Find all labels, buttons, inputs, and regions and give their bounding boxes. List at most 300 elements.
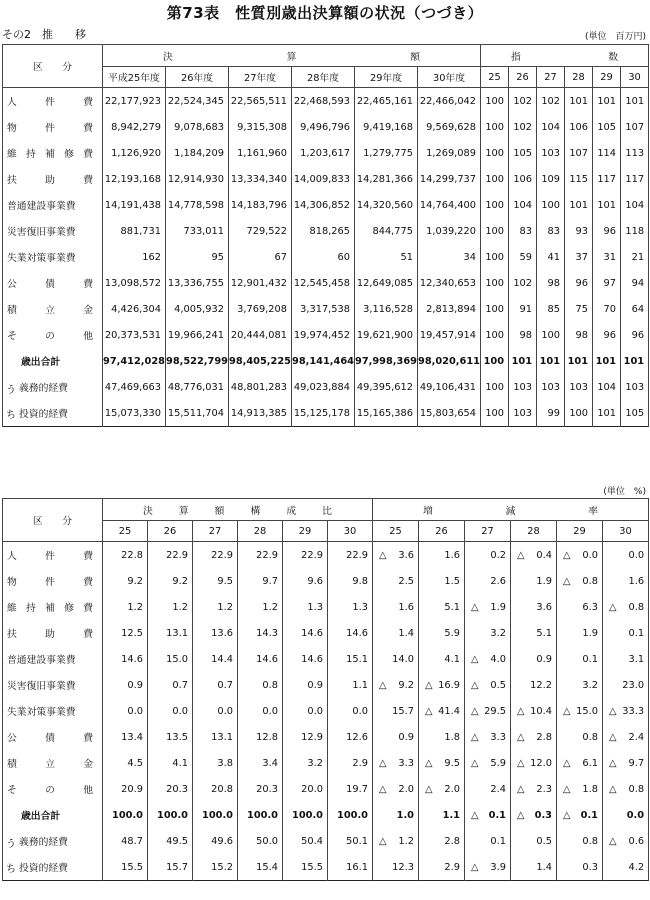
change-value: 0.1 xyxy=(628,627,645,639)
row-label xyxy=(3,594,103,620)
index-cell: 101 xyxy=(593,192,621,218)
row-label-char: 修 xyxy=(64,603,74,614)
change-cell xyxy=(465,698,511,724)
row-label-char: 助 xyxy=(45,629,55,640)
change-cell xyxy=(373,724,419,750)
ratio-cell: 0.0 xyxy=(328,698,373,724)
table-row xyxy=(3,620,649,646)
row-label-char: 費 xyxy=(83,97,93,108)
row-label-char: 修 xyxy=(64,149,74,160)
change-value: 0.8 xyxy=(582,575,598,587)
row-label-char: 費 xyxy=(83,279,93,290)
index-cell: 102 xyxy=(509,114,537,140)
row-label-text: 義務的経費 xyxy=(19,383,68,394)
column-header: 28 xyxy=(565,67,593,88)
column-header: 30 xyxy=(603,521,649,542)
row-label-spread xyxy=(7,756,93,770)
ratio-cell: 14.6 xyxy=(238,646,283,672)
change-value: 0.2 xyxy=(490,549,506,561)
ratio-cell: 14.6 xyxy=(103,646,148,672)
ratio-cell: 12.5 xyxy=(103,620,148,646)
index-cell: 41 xyxy=(537,244,565,270)
change-cell xyxy=(603,854,649,881)
change-cell xyxy=(511,724,557,750)
change-cell xyxy=(557,594,603,620)
row-label-char: 助 xyxy=(45,175,55,186)
change-cell xyxy=(419,776,465,802)
amount-cell: 14,764,400 xyxy=(418,192,481,218)
change-value: 2.8 xyxy=(536,731,552,743)
index-cell: 99 xyxy=(537,400,565,427)
change-value: 0.1 xyxy=(582,653,598,665)
change-value: 0.1 xyxy=(490,835,506,847)
change-cell xyxy=(419,802,465,828)
ratio-cell: 14.6 xyxy=(328,620,373,646)
ratio-cell: 1.2 xyxy=(238,594,283,620)
change-value: 2.4 xyxy=(628,731,645,743)
header-group-char: 率 xyxy=(588,505,599,517)
index-cell: 117 xyxy=(593,166,621,192)
change-cell xyxy=(373,828,419,854)
amount-cell: 49,023,884 xyxy=(292,374,355,400)
change-cell xyxy=(511,542,557,569)
column-header: 平成25年度 xyxy=(103,67,166,88)
ratio-cell: 50.1 xyxy=(328,828,373,854)
change-value: 4.0 xyxy=(490,653,506,665)
change-value: 2.4 xyxy=(490,783,506,795)
header-group-char: 算 xyxy=(178,505,189,517)
amount-cell: 15,125,178 xyxy=(292,400,355,427)
change-cell xyxy=(373,542,419,569)
ratio-cell: 13.1 xyxy=(148,620,193,646)
index-cell: 100 xyxy=(537,192,565,218)
ratio-cell: 3.8 xyxy=(193,750,238,776)
triangle-negative-mark: △ xyxy=(563,575,571,587)
change-value: 2.0 xyxy=(398,783,414,795)
column-header: 25 xyxy=(103,521,148,542)
row-label-char: 費 xyxy=(83,149,93,160)
table-row xyxy=(3,192,649,218)
change-cell xyxy=(419,698,465,724)
triangle-negative-mark: △ xyxy=(517,549,525,561)
row-label-char: 扶 xyxy=(7,629,17,640)
row-label xyxy=(3,270,103,296)
row-label xyxy=(3,322,103,348)
ratio-cell: 20.0 xyxy=(283,776,328,802)
index-cell: 100 xyxy=(537,322,565,348)
change-value: 5.9 xyxy=(444,627,460,639)
amount-cell: 12,340,653 xyxy=(418,270,481,296)
change-value: 3.2 xyxy=(490,627,506,639)
ratio-change-table xyxy=(2,498,649,881)
ratio-cell: 9.5 xyxy=(193,568,238,594)
change-cell xyxy=(419,828,465,854)
ratio-cell: 13.4 xyxy=(103,724,148,750)
index-cell: 114 xyxy=(593,140,621,166)
change-cell xyxy=(511,828,557,854)
change-cell xyxy=(557,724,603,750)
amount-cell: 97,998,369 xyxy=(355,348,418,374)
index-cell: 106 xyxy=(565,114,593,140)
row-label xyxy=(3,750,103,776)
row-label-char: 件 xyxy=(45,551,55,562)
change-cell xyxy=(511,698,557,724)
change-cell xyxy=(419,594,465,620)
amount-cell: 1,279,775 xyxy=(355,140,418,166)
change-value: 1.6 xyxy=(398,601,414,613)
row-label-char: 他 xyxy=(83,785,93,796)
header-group-char: 比 xyxy=(322,505,332,517)
row-label-text: 災害復旧事業費 xyxy=(7,681,76,692)
change-value: 5.1 xyxy=(444,601,460,613)
table-row xyxy=(3,594,649,620)
row-label xyxy=(3,568,103,594)
change-cell xyxy=(557,828,603,854)
amount-cell: 22,524,345 xyxy=(166,88,229,115)
row-label-spread xyxy=(7,548,93,562)
amount-cell: 3,769,208 xyxy=(229,296,292,322)
change-value: 1.8 xyxy=(582,783,598,795)
amount-cell: 13,334,340 xyxy=(229,166,292,192)
index-cell: 103 xyxy=(537,140,565,166)
change-value: 0.4 xyxy=(536,549,552,561)
change-cell xyxy=(557,542,603,569)
row-label xyxy=(3,698,103,724)
row-label-spread xyxy=(7,276,93,290)
ratio-cell: 9.7 xyxy=(238,568,283,594)
row-label xyxy=(3,218,103,244)
change-value: 0.8 xyxy=(582,835,598,847)
change-cell xyxy=(465,568,511,594)
amount-cell: 22,177,923 xyxy=(103,88,166,115)
header-group-char: 算 xyxy=(286,51,297,63)
change-cell xyxy=(373,854,419,881)
change-value: 0.0 xyxy=(582,549,598,561)
change-value: 1.4 xyxy=(536,861,552,873)
header-group-char: 構 xyxy=(250,505,261,517)
change-value: 10.4 xyxy=(530,705,552,717)
change-value: 2.8 xyxy=(444,835,460,847)
amount-cell: 98,141,464 xyxy=(292,348,355,374)
change-value: 12.2 xyxy=(530,679,552,691)
change-cell xyxy=(557,698,603,724)
ratio-cell: 1.2 xyxy=(103,594,148,620)
header-group-char: 決 xyxy=(143,505,153,517)
change-value: 15.7 xyxy=(392,705,414,717)
index-cell: 101 xyxy=(565,348,593,374)
uchi-marker xyxy=(6,832,16,882)
index-cell: 100 xyxy=(481,348,509,374)
change-value: 2.3 xyxy=(536,783,552,795)
row-label xyxy=(3,854,103,881)
index-cell: 75 xyxy=(565,296,593,322)
index-cell: 100 xyxy=(481,244,509,270)
change-cell xyxy=(511,568,557,594)
amount-cell: 98,405,225 xyxy=(229,348,292,374)
triangle-negative-mark: △ xyxy=(379,835,387,847)
ratio-cell: 12.9 xyxy=(283,724,328,750)
row-label xyxy=(3,646,103,672)
row-label xyxy=(3,192,103,218)
column-header: 29年度 xyxy=(355,67,418,88)
ratio-cell: 0.9 xyxy=(103,672,148,698)
index-cell: 83 xyxy=(509,218,537,244)
change-cell xyxy=(419,620,465,646)
triangle-negative-mark: △ xyxy=(425,757,433,769)
index-cell: 101 xyxy=(593,400,621,427)
index-cell: 103 xyxy=(509,374,537,400)
index-cell: 21 xyxy=(621,244,649,270)
amount-cell: 19,974,452 xyxy=(292,322,355,348)
ratio-cell: 22.9 xyxy=(328,542,373,569)
change-cell xyxy=(511,802,557,828)
header-group-char: 数 xyxy=(608,51,619,63)
amount-cell: 34 xyxy=(418,244,481,270)
ratio-cell: 4.1 xyxy=(148,750,193,776)
unit-label-percent: (単位 %) xyxy=(603,487,646,497)
ratio-cell: 0.0 xyxy=(148,698,193,724)
index-cell: 117 xyxy=(621,166,649,192)
index-cell: 109 xyxy=(537,166,565,192)
change-value: 23.0 xyxy=(622,679,645,691)
change-cell xyxy=(603,646,649,672)
change-cell xyxy=(557,854,603,881)
amounts-index-table xyxy=(2,44,649,427)
triangle-negative-mark: △ xyxy=(379,679,387,691)
index-cell: 100 xyxy=(481,166,509,192)
change-cell xyxy=(465,542,511,569)
amount-cell: 12,193,168 xyxy=(103,166,166,192)
amount-cell: 97,412,028 xyxy=(103,348,166,374)
change-cell xyxy=(603,802,649,828)
row-label-char: 補 xyxy=(45,149,55,160)
change-cell xyxy=(557,776,603,802)
change-value: 2.0 xyxy=(444,783,460,795)
row-label xyxy=(3,244,103,270)
amount-cell: 14,913,385 xyxy=(229,400,292,427)
section-subtitle: その2 推 移 xyxy=(2,28,86,41)
amount-cell: 2,813,894 xyxy=(418,296,481,322)
table-row xyxy=(3,114,649,140)
index-cell: 113 xyxy=(621,140,649,166)
header-group-char: 成 xyxy=(286,505,297,517)
uchi-char: う xyxy=(6,385,16,396)
change-cell xyxy=(419,542,465,569)
change-cell xyxy=(603,776,649,802)
change-cell xyxy=(465,672,511,698)
column-header: 29 xyxy=(557,521,603,542)
row-label-char: 費 xyxy=(83,733,93,744)
row-label-char: 人 xyxy=(7,97,17,108)
index-cell: 59 xyxy=(509,244,537,270)
triangle-negative-mark: △ xyxy=(471,731,479,743)
ratio-cell: 15.5 xyxy=(283,854,328,881)
ratio-cell: 14.6 xyxy=(283,646,328,672)
change-value: 41.4 xyxy=(438,705,460,717)
amount-cell: 4,426,304 xyxy=(103,296,166,322)
header-group-amounts xyxy=(103,45,481,67)
ratio-cell: 1.2 xyxy=(148,594,193,620)
change-value: 0.8 xyxy=(628,601,645,613)
change-value: 29.5 xyxy=(484,705,506,717)
amount-cell: 12,545,458 xyxy=(292,270,355,296)
change-value: 0.6 xyxy=(628,835,645,847)
change-value: 2.5 xyxy=(398,575,414,587)
row-label-char: 件 xyxy=(45,97,55,108)
change-value: 5.1 xyxy=(536,627,552,639)
index-cell: 101 xyxy=(509,348,537,374)
amount-cell: 9,419,168 xyxy=(355,114,418,140)
amount-cell: 48,776,031 xyxy=(166,374,229,400)
table-row xyxy=(3,750,649,776)
amount-cell: 14,306,852 xyxy=(292,192,355,218)
index-cell: 64 xyxy=(621,296,649,322)
change-cell xyxy=(511,594,557,620)
row-label-text: 普通建設事業費 xyxy=(7,201,76,212)
triangle-negative-mark: △ xyxy=(517,783,525,795)
ratio-cell: 13.1 xyxy=(193,724,238,750)
row-label-spread xyxy=(7,120,93,134)
ratio-cell: 0.7 xyxy=(148,672,193,698)
change-value: 3.2 xyxy=(582,679,598,691)
amount-cell: 19,621,900 xyxy=(355,322,418,348)
amount-cell: 49,106,431 xyxy=(418,374,481,400)
page-title: 第73表 性質別歳出決算額の状況（つづき） xyxy=(166,4,484,22)
index-cell: 100 xyxy=(481,114,509,140)
change-value: 3.3 xyxy=(398,757,414,769)
index-cell: 107 xyxy=(565,140,593,166)
amount-cell: 22,468,593 xyxy=(292,88,355,115)
triangle-negative-mark: △ xyxy=(379,783,387,795)
amount-cell: 14,778,598 xyxy=(166,192,229,218)
amount-cell: 12,649,085 xyxy=(355,270,418,296)
amount-cell: 20,444,081 xyxy=(229,322,292,348)
index-cell: 100 xyxy=(481,270,509,296)
change-value: 4.2 xyxy=(628,861,645,873)
ratio-cell: 49.5 xyxy=(148,828,193,854)
change-value: 1.0 xyxy=(396,809,414,821)
change-cell xyxy=(557,802,603,828)
triangle-negative-mark: △ xyxy=(425,705,433,717)
table-row xyxy=(3,854,649,881)
header-group-char: 額 xyxy=(214,505,225,517)
row-label-char: 人 xyxy=(7,551,17,562)
row-label xyxy=(3,140,103,166)
column-header: 30年度 xyxy=(418,67,481,88)
triangle-negative-mark: △ xyxy=(517,731,525,743)
ratio-cell: 0.0 xyxy=(193,698,238,724)
change-cell xyxy=(465,646,511,672)
table-row xyxy=(3,374,649,400)
row-label xyxy=(3,114,103,140)
change-cell xyxy=(465,594,511,620)
index-cell: 118 xyxy=(621,218,649,244)
amount-cell: 95 xyxy=(166,244,229,270)
change-value: 5.9 xyxy=(490,757,506,769)
amount-cell: 8,942,279 xyxy=(103,114,166,140)
change-value: 3.6 xyxy=(398,549,414,561)
index-cell: 102 xyxy=(509,270,537,296)
table-row xyxy=(3,140,649,166)
change-cell xyxy=(557,672,603,698)
index-cell: 100 xyxy=(481,322,509,348)
ratio-cell: 22.9 xyxy=(193,542,238,569)
table-row xyxy=(3,218,649,244)
index-cell: 101 xyxy=(621,88,649,115)
column-header: 26 xyxy=(419,521,465,542)
index-cell: 100 xyxy=(481,140,509,166)
change-value: 0.9 xyxy=(536,653,552,665)
ratio-cell: 14.4 xyxy=(193,646,238,672)
change-value: 0.9 xyxy=(398,731,414,743)
change-cell xyxy=(373,568,419,594)
index-cell: 101 xyxy=(621,348,649,374)
index-cell: 100 xyxy=(481,192,509,218)
index-cell: 37 xyxy=(565,244,593,270)
change-cell xyxy=(603,750,649,776)
row-label-spread xyxy=(7,782,93,796)
index-cell: 115 xyxy=(565,166,593,192)
triangle-negative-mark: △ xyxy=(517,809,525,821)
index-cell: 107 xyxy=(621,114,649,140)
ratio-cell: 100.0 xyxy=(148,802,193,828)
column-header: 30 xyxy=(328,521,373,542)
table-row xyxy=(3,776,649,802)
amount-cell: 13,098,572 xyxy=(103,270,166,296)
change-cell xyxy=(603,568,649,594)
header-group-index xyxy=(481,45,649,67)
header-group-char: 減 xyxy=(505,505,516,517)
index-cell: 100 xyxy=(481,88,509,115)
change-value: 12.0 xyxy=(530,757,552,769)
index-cell: 106 xyxy=(509,166,537,192)
amount-cell: 22,465,161 xyxy=(355,88,418,115)
change-value: 2.9 xyxy=(444,861,460,873)
index-cell: 96 xyxy=(593,322,621,348)
triangle-negative-mark: △ xyxy=(471,861,479,873)
ratio-cell: 13.6 xyxy=(193,620,238,646)
triangle-negative-mark: △ xyxy=(563,783,571,795)
index-cell: 104 xyxy=(621,192,649,218)
ratio-cell: 0.9 xyxy=(283,672,328,698)
change-cell xyxy=(419,646,465,672)
change-value: 16.9 xyxy=(438,679,460,691)
ratio-cell: 0.0 xyxy=(103,698,148,724)
row-label xyxy=(3,400,103,427)
amount-cell: 162 xyxy=(103,244,166,270)
row-label-char: 立 xyxy=(45,305,55,316)
row-label-char: 費 xyxy=(83,603,93,614)
change-value: 1.6 xyxy=(444,549,460,561)
change-cell xyxy=(465,776,511,802)
change-value: 0.8 xyxy=(628,783,645,795)
change-cell xyxy=(419,568,465,594)
column-header: 27 xyxy=(465,521,511,542)
ratio-cell: 9.6 xyxy=(283,568,328,594)
change-value: 9.7 xyxy=(628,757,645,769)
index-cell: 83 xyxy=(537,218,565,244)
triangle-negative-mark: △ xyxy=(425,679,433,691)
row-label xyxy=(3,296,103,322)
amount-cell: 729,522 xyxy=(229,218,292,244)
ratio-cell: 20.9 xyxy=(103,776,148,802)
change-value: 2.6 xyxy=(490,575,506,587)
ratio-cell: 4.5 xyxy=(103,750,148,776)
amount-cell: 1,161,960 xyxy=(229,140,292,166)
row-label-char: 債 xyxy=(45,279,55,290)
index-cell: 94 xyxy=(621,270,649,296)
ratio-cell: 22.9 xyxy=(148,542,193,569)
